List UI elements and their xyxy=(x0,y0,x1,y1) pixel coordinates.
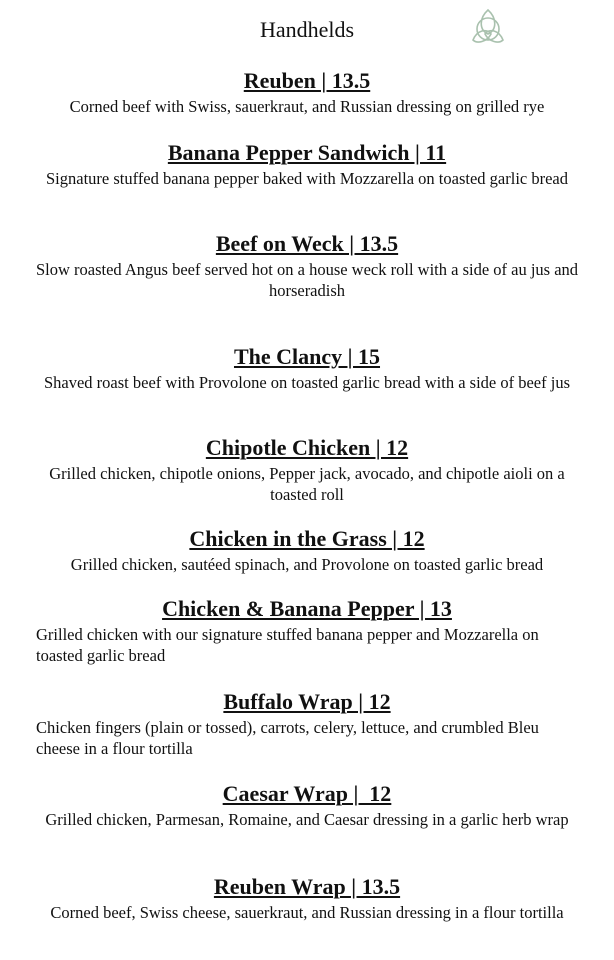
menu-item-title: The Clancy | 15 xyxy=(233,344,381,369)
menu-item-title: Banana Pepper Sandwich | 11 xyxy=(167,140,447,165)
menu-item-description: Signature stuffed banana pepper baked with Mozzarella on toasted garlic bread xyxy=(46,169,568,188)
menu-item-description: Corned beef, Swiss cheese, sauerkraut, and Russian dressing in a flour tortilla xyxy=(50,903,564,922)
menu-item-reuben-wrap xyxy=(30,874,584,923)
menu-item-title: Chipotle Chicken | 12 xyxy=(205,435,409,460)
menu-item-title: Chicken & Banana Pepper | 13 xyxy=(162,596,452,621)
section-title: Handhelds xyxy=(259,17,355,42)
menu-item-title: Caesar Wrap | 12 xyxy=(222,781,392,806)
menu-item-the-clancy xyxy=(30,344,584,393)
menu-item-description: Corned beef with Swiss, sauerkraut, and Russian dressing on grilled rye xyxy=(69,97,545,116)
menu-item-description: Grilled chicken, sautéed spinach, and Provolone on toasted garlic bread xyxy=(70,555,544,574)
menu-item-banana-pepper-sandwich xyxy=(30,140,584,189)
menu-item-description: Slow roasted Angus beef served hot on a house weck roll with a side of au jus and horseradish xyxy=(35,260,579,300)
menu-item-caesar-wrap xyxy=(30,781,584,830)
menu-item-title: Reuben Wrap | 13.5 xyxy=(213,874,401,899)
menu-item-chicken-in-the-grass xyxy=(30,526,584,575)
celtic-trinity-knot-icon xyxy=(465,4,511,50)
menu-item-title: Reuben | 13.5 xyxy=(243,68,371,93)
menu-item-description: Shaved roast beef with Provolone on toasted garlic bread with a side of beef jus xyxy=(43,373,571,392)
menu-item-description: Grilled chicken, chipotle onions, Pepper jack, avocado, and chipotle aioli on a toasted roll xyxy=(49,464,565,504)
menu-item-chipotle-chicken xyxy=(30,435,584,505)
menu-item-reuben xyxy=(30,68,584,117)
menu-item-title: Buffalo Wrap | 12 xyxy=(223,689,391,714)
menu-item-description: Grilled chicken with our signature stuffed banana pepper and Mozzarella on toasted garlic bread xyxy=(36,625,539,665)
menu-item-description: Grilled chicken, Parmesan, Romaine, and Caesar dressing in a garlic herb wrap xyxy=(45,810,569,829)
menu-item-beef-on-weck xyxy=(30,231,584,301)
menu-item-description: Chicken fingers (plain or tossed), carrots, celery, lettuce, and crumbled Bleu cheese in a flour tortilla xyxy=(36,718,539,758)
menu-item-title: Chicken in the Grass | 12 xyxy=(189,526,425,551)
menu-item-buffalo-wrap xyxy=(30,689,584,759)
menu-item-chicken-and-banana-pepper xyxy=(30,596,584,666)
menu-item-title: Beef on Weck | 13.5 xyxy=(215,231,399,256)
